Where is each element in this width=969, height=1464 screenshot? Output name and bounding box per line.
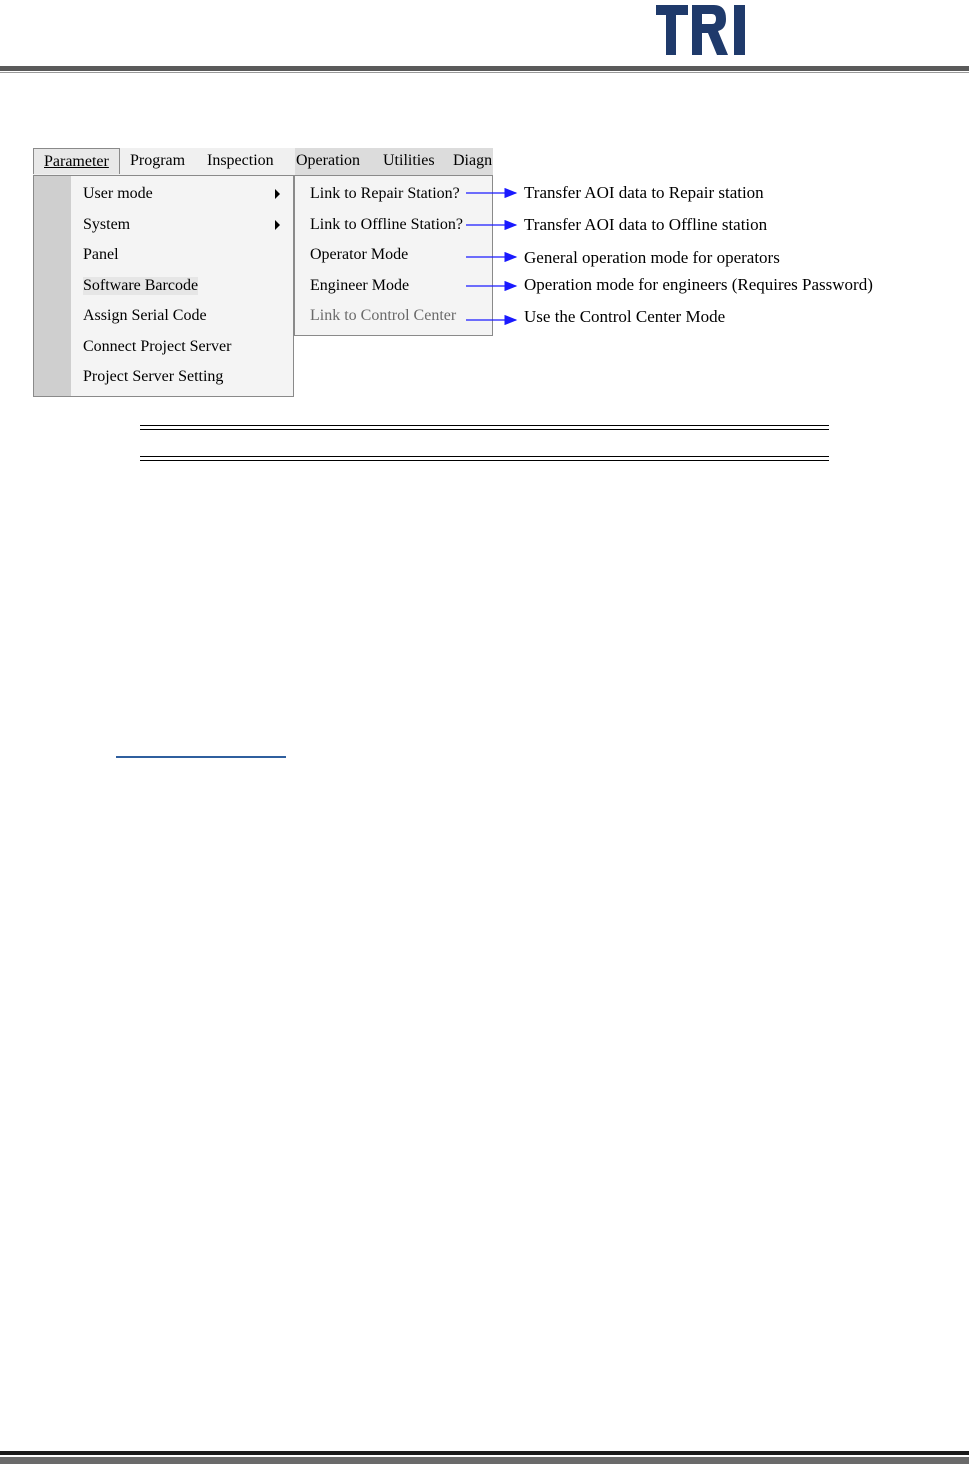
- hyperlink-underline[interactable]: [116, 756, 286, 758]
- menu-diagnostics[interactable]: Diagn: [453, 152, 493, 169]
- menu-item-assign-serial-code[interactable]: Assign Serial Code: [83, 307, 207, 324]
- menu-item-operator-mode[interactable]: Operator Mode: [310, 246, 409, 263]
- annotation-operator: General operation mode for operators: [524, 248, 780, 267]
- footer-rule: [0, 1451, 969, 1455]
- menu-inspection[interactable]: Inspection: [207, 152, 274, 169]
- menu-item-panel[interactable]: Panel: [83, 246, 119, 263]
- menu-item-system[interactable]: System: [83, 216, 131, 233]
- menu-item-software-barcode[interactable]: Software Barcode: [83, 277, 199, 294]
- menu-item-engineer-mode[interactable]: Engineer Mode: [310, 277, 410, 294]
- annotation-control-center: Use the Control Center Mode: [524, 307, 726, 326]
- menu-item-user-mode[interactable]: User mode: [83, 185, 153, 202]
- footer-rule-gray: [0, 1457, 969, 1464]
- menu-operation[interactable]: Operation: [296, 152, 360, 169]
- menu-item-link-control-center[interactable]: Link to Control Center: [310, 307, 457, 324]
- annotation-offline: Transfer AOI data to Offline station: [524, 215, 768, 234]
- menu-program[interactable]: Program: [130, 152, 186, 169]
- annotation-arrows: [0, 0, 969, 400]
- caption-rule-top-2: [140, 429, 829, 430]
- menu-item-link-offline-station[interactable]: Link to Offline Station?: [310, 216, 464, 233]
- menu-parameter[interactable]: Parameter: [33, 148, 120, 174]
- menu-item-project-server-setting[interactable]: Project Server Setting: [83, 368, 224, 385]
- caption-rule-bottom-2: [140, 460, 829, 461]
- caption-rule-top: [140, 425, 829, 426]
- menu-item-connect-project-server[interactable]: Connect Project Server: [83, 338, 232, 355]
- annotation-engineer: Operation mode for engineers (Requires Password): [524, 275, 873, 294]
- caption-rule-bottom: [140, 456, 829, 457]
- menu-item-link-repair-station[interactable]: Link to Repair Station?: [310, 185, 460, 202]
- annotation-repair: Transfer AOI data to Repair station: [524, 183, 764, 202]
- menu-utilities[interactable]: Utilities: [383, 152, 435, 169]
